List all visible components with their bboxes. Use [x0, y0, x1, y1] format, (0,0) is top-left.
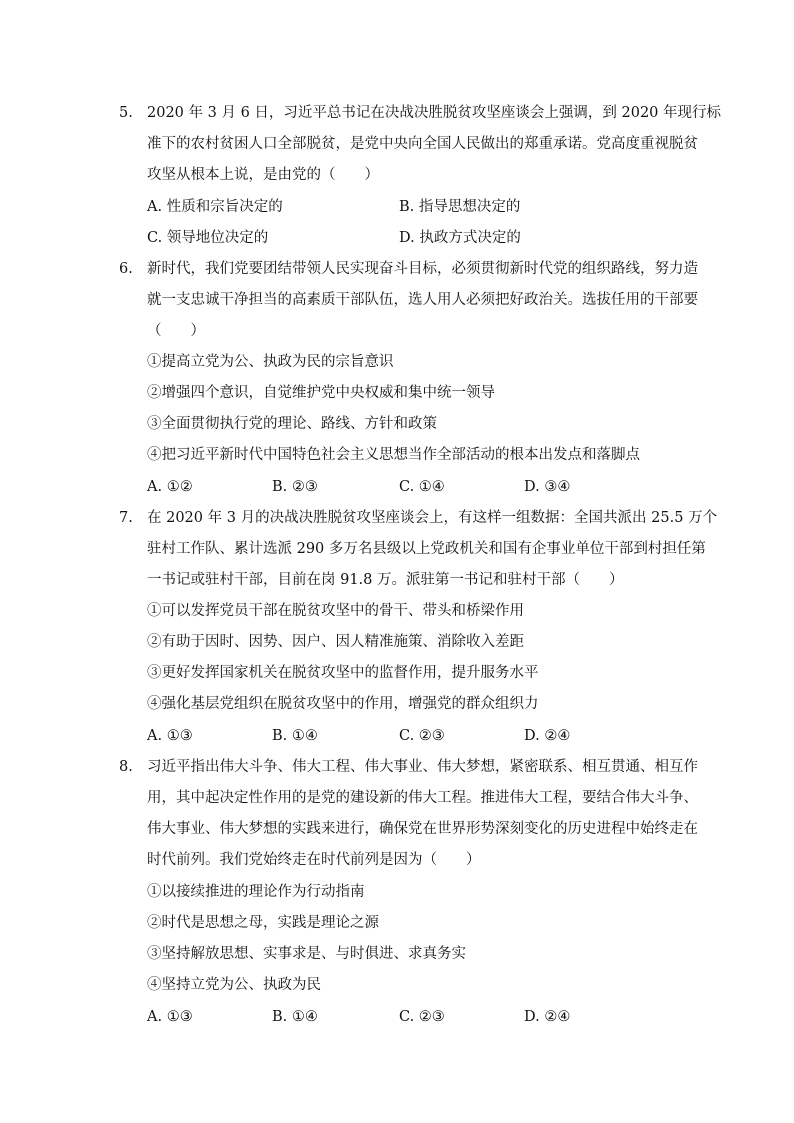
question-stem-line: 就一支忠诚干净担当的高素质干部队伍，选人用人必须把好政治关。选拔任用的干部要 — [147, 292, 698, 308]
statement-3: ③坚持解放思想、实事求是、与时俱进、求真务实 — [147, 946, 466, 962]
statement-1: ①可以发挥党员干部在脱贫攻坚中的骨干、带头和桥梁作用 — [147, 603, 524, 619]
option-b: B. ②③ — [272, 479, 318, 495]
statement-2: ②增强四个意识，自觉维护党中央权威和集中统一领导 — [147, 385, 495, 401]
question-number: 8. — [119, 759, 133, 775]
question-stem-line: 用，其中起决定性作用的是党的建设新的伟大工程。推进伟大工程，要结合伟大斗争、 — [147, 790, 698, 806]
statement-3: ③全面贯彻执行党的理论、路线、方针和政策 — [147, 416, 437, 432]
statement-4: ④把习近平新时代中国特色社会主义思想当作全部活动的根本出发点和落脚点 — [147, 447, 640, 463]
option-d: D. 执政方式决定的 — [399, 230, 521, 246]
question-stem-line: 新时代，我们党要团结带领人民实现奋斗目标，必须贯彻新时代党的组织路线，努力造 — [147, 261, 698, 277]
statement-3: ③更好发挥国家机关在脱贫攻坚中的监督作用，提升服务水平 — [147, 665, 539, 681]
question-stem-line: 攻坚从根本上说，是由党的（ ） — [147, 167, 379, 183]
question-stem-line: 一书记或驻村干部，目前在岗 91.8 万。派驻第一书记和驻村干部（ ） — [147, 572, 624, 588]
question-number: 7. — [119, 510, 133, 526]
statement-2: ②有助于因时、因势、因户、因人精准施策、消除收入差距 — [147, 634, 524, 650]
question-stem-line: 在 2020 年 3 月的决战决胜脱贫攻坚座谈会上，有这样一组数据：全国共派出 25.5 万个 — [147, 510, 718, 526]
option-d: D. ③④ — [524, 479, 571, 495]
option-a: A. ①③ — [147, 1009, 193, 1025]
statement-4: ④坚持立党为公、执政为民 — [147, 977, 321, 993]
question-stem-line: 伟大事业、伟大梦想的实践来进行，确保党在世界形势深刻变化的历史进程中始终走在 — [147, 821, 698, 837]
statement-1: ①提高立党为公、执政为民的宗旨意识 — [147, 354, 394, 370]
option-b: B. ①④ — [272, 1009, 318, 1025]
option-a: A. ①② — [147, 479, 193, 495]
option-d: D. ②④ — [524, 728, 571, 744]
option-a: A. ①③ — [147, 728, 193, 744]
option-b: B. ①④ — [272, 728, 318, 744]
question-stem-line: 习近平指出伟大斗争、伟大工程、伟大事业、伟大梦想，紧密联系、相互贯通、相互作 — [147, 759, 698, 775]
option-c: C. ②③ — [399, 728, 445, 744]
question-stem-line: （ ） — [147, 323, 205, 339]
option-c: C. ②③ — [399, 1009, 445, 1025]
question-stem-line: 2020 年 3 月 6 日，习近平总书记在决战决胜脱贫攻坚座谈会上强调，到 2020 年现行标 — [147, 105, 722, 121]
statement-2: ②时代是思想之母，实践是理论之源 — [147, 915, 379, 931]
option-a: A. 性质和宗旨决定的 — [147, 199, 283, 215]
option-c: C. ①④ — [399, 479, 445, 495]
question-stem-line: 驻村工作队、累计选派 290 多万名县级以上党政机关和国有企事业单位干部到村担任第 — [147, 541, 706, 557]
option-c: C. 领导地位决定的 — [147, 230, 269, 246]
statement-4: ④强化基层党组织在脱贫攻坚中的作用，增强党的群众组织力 — [147, 696, 539, 712]
question-stem-line: 时代前列。我们党始终走在时代前列是因为（ ） — [147, 852, 481, 868]
option-b: B. 指导思想决定的 — [399, 199, 521, 215]
option-d: D. ②④ — [524, 1009, 571, 1025]
question-number: 6. — [119, 261, 133, 277]
question-number: 5. — [119, 105, 133, 121]
question-stem-line: 准下的农村贫困人口全部脱贫，是党中央向全国人民做出的郑重承诺。党高度重视脱贫 — [147, 136, 698, 152]
statement-1: ①以接续推进的理论作为行动指南 — [147, 884, 365, 900]
